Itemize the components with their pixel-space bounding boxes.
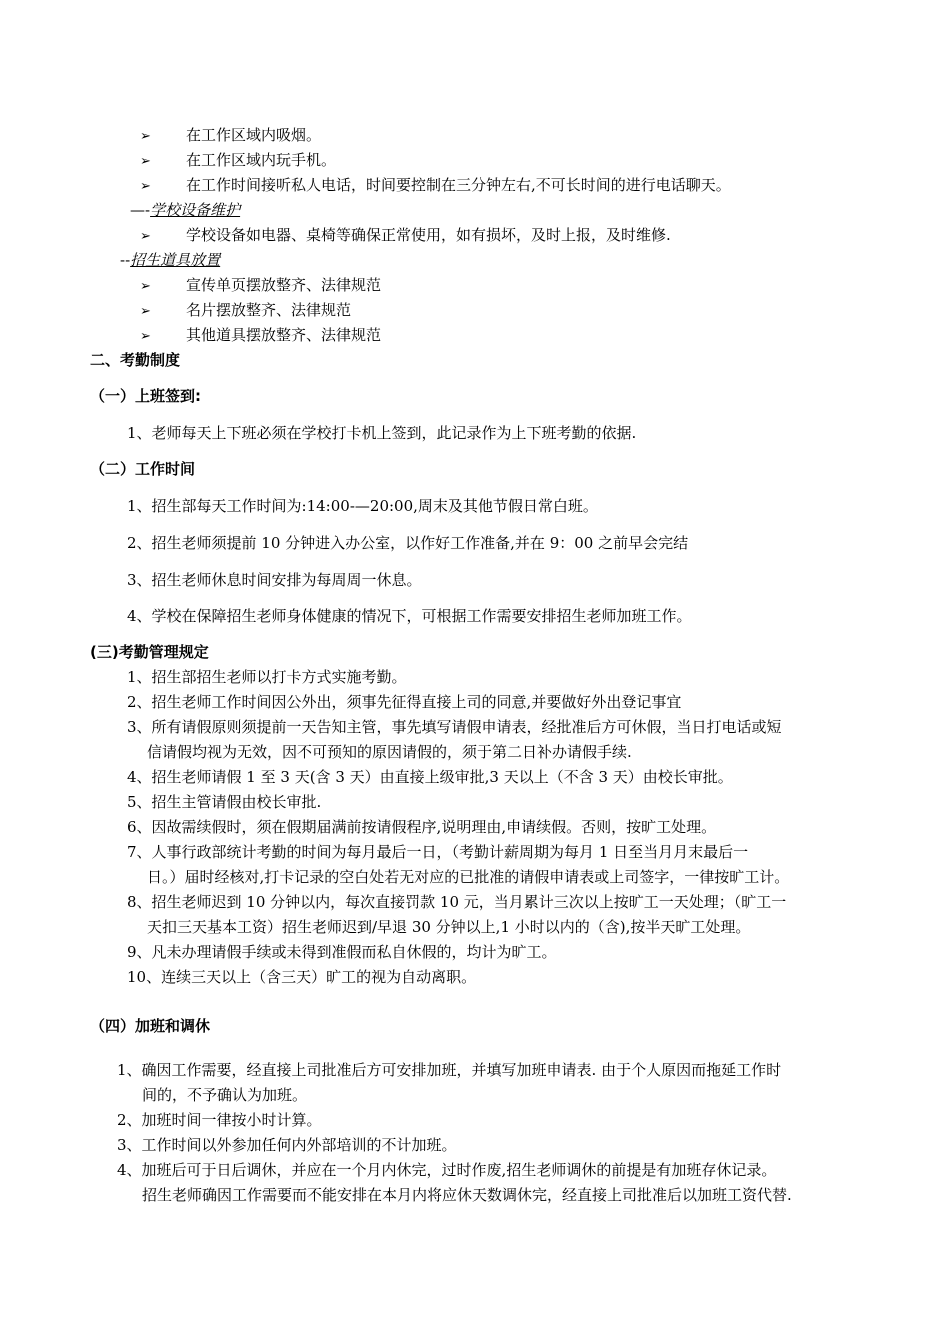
paragraph: 10、连续三天以上（含三天）旷工的视为自动离职。 (127, 968, 477, 986)
paragraph-continuation: 间的，不予确认为加班。 (142, 1086, 308, 1104)
list-item: ➢ 在工作时间接听私人电话，时间要控制在三分钟左右,不可长时间的进行电话聊天。 (140, 175, 731, 197)
paragraph-continuation: 天扣三天基本工资）招生老师迟到/早退 30 分钟以上,1 小时以内的（含),按半天旷工处理。 (147, 918, 751, 936)
list-item: ➢ 其他道具摆放整齐、法律规范 (140, 325, 381, 347)
arrow-bullet-icon: ➢ (140, 179, 151, 194)
paragraph: 2、加班时间一律按小时计算。 (117, 1111, 322, 1129)
subsection-title-checkin: （一）上班签到: (90, 387, 201, 405)
paragraph: 9、凡未办理请假手续或未得到准假而私自休假的，均计为旷工。 (127, 943, 557, 961)
paragraph: 1、招生部每天工作时间为:14:00-—20:00,周末及其他节假日常白班。 (127, 497, 598, 515)
paragraph: 4、招生老师请假 1 至 3 天(含 3 天）由直接上级审批,3 天以上（不含 3 天）由校长审批。 (127, 768, 733, 786)
subheading-props: --招生道具放置 (120, 251, 221, 269)
paragraph: 2、招生老师工作时间因公外出，须事先征得直接上司的同意,并要做好外出登记事宜 (127, 693, 682, 711)
paragraph: 8、招生老师迟到 10 分钟以内，每次直接罚款 10 元，当月累计三次以上按旷工一天处理；（旷工一 (127, 893, 787, 911)
paragraph: 1、老师每天上下班必须在学校打卡机上签到，此记录作为上下班考勤的依据. (127, 424, 637, 442)
arrow-bullet-icon: ➢ (140, 154, 151, 169)
arrow-bullet-icon: ➢ (140, 229, 151, 244)
arrow-bullet-icon: ➢ (140, 279, 151, 294)
list-item: ➢ 名片摆放整齐、法律规范 (140, 300, 351, 322)
arrow-bullet-icon: ➢ (140, 129, 151, 144)
paragraph: 6、因故需续假时，须在假期届满前按请假程序,说明理由,申请续假。否则，按旷工处理。 (127, 818, 717, 836)
paragraph: 2、招生老师须提前 10 分钟进入办公室，以作好工作准备,并在 9：00 之前早会完结 (127, 534, 689, 552)
subsection-title-overtime: （四）加班和调休 (90, 1017, 211, 1035)
paragraph: 1、确因工作需要，经直接上司批准后方可安排加班，并填写加班申请表. 由于个人原因而拖延工作时 (117, 1061, 782, 1079)
paragraph-continuation: 招生老师确因工作需要而不能安排在本月内将应休天数调休完，经直接上司批准后以加班工资代替. (142, 1186, 792, 1204)
list-item: ➢ 学校设备如电器、桌椅等确保正常使用，如有损坏，及时上报，及时维修. (140, 225, 671, 247)
paragraph: 1、招生部招生老师以打卡方式实施考勤。 (127, 668, 407, 686)
paragraph: 3、所有请假原则须提前一天告知主管，事先填写请假申请表，经批准后方可休假，当日打电话或短 (127, 718, 782, 736)
paragraph: 4、学校在保障招生老师身体健康的情况下，可根据工作需要安排招生老师加班工作。 (127, 607, 692, 625)
paragraph-continuation: 信请假均视为无效，因不可预知的原因请假的，须于第二日补办请假手续. (147, 743, 632, 761)
paragraph-continuation: 日。）届时经核对,打卡记录的空白处若无对应的已批准的请假申请表或上司签字，一律按旷工计。 (147, 868, 790, 886)
subheading-equipment: —-学校设备维护 (130, 201, 241, 219)
list-item: ➢ 在工作区域内玩手机。 (140, 150, 336, 172)
paragraph: 5、招生主管请假由校长审批. (127, 793, 322, 811)
section-title: 二、考勤制度 (90, 351, 181, 369)
paragraph: 4、加班后可于日后调休，并应在一个月内休完，过时作废,招生老师调休的前提是有加班存休记录。 (117, 1161, 777, 1179)
list-item: ➢ 宣传单页摆放整齐、法律规范 (140, 275, 381, 297)
arrow-bullet-icon: ➢ (140, 329, 151, 344)
subsection-title-work-time: （二）工作时间 (90, 460, 196, 478)
list-item: ➢ 在工作区域内吸烟。 (140, 125, 321, 147)
paragraph: 3、工作时间以外参加任何内外部培训的不计加班。 (117, 1136, 457, 1154)
paragraph: 7、人事行政部统计考勤的时间为每月最后一日，（考勤计薪周期为每月 1 日至当月月末最后一 (127, 843, 749, 861)
subsection-title-attendance: (三)考勤管理规定 (90, 643, 209, 661)
paragraph: 3、招生老师休息时间安排为每周周一休息。 (127, 571, 422, 589)
arrow-bullet-icon: ➢ (140, 304, 151, 319)
